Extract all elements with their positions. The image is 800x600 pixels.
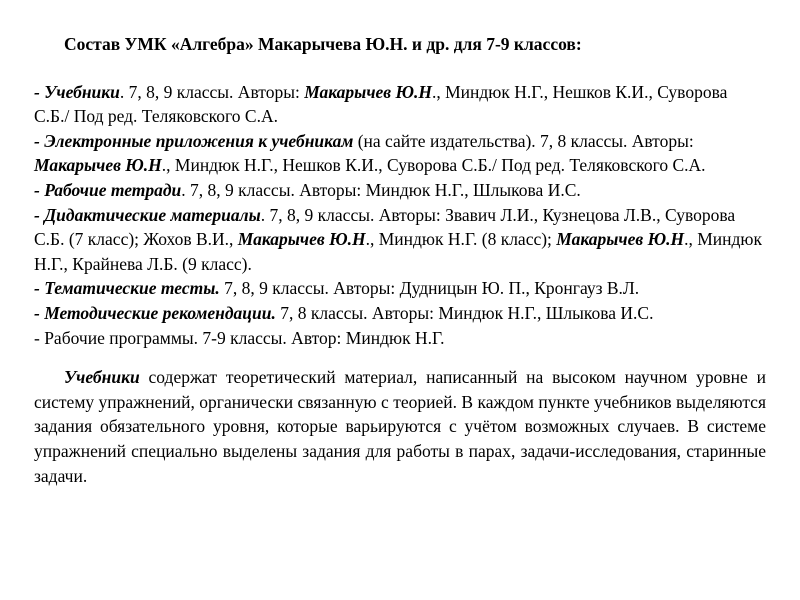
list-item-electronic-apps	[34, 129, 766, 178]
description-paragraph	[34, 365, 766, 488]
text-run: . 7, 8, 9 классы. Авторы: Миндюк Н.Г., Шлыкова И.С.	[181, 179, 581, 200]
page-title: Состав УМК «Алгебра» Макарычева Ю.Н. и др. для 7-9 классов:	[64, 34, 582, 54]
text-run: . 7, 8, 9 классы. Авторы: Звавич Л.И., Кузнецова Л.В., Суворова С.Б. (7 класс); Жохов В.И.,	[34, 204, 736, 250]
text-run: 7, 8, 9 классы. Авторы: Дудницын Ю. П., Кронгауз В.Л.	[219, 278, 640, 299]
text-run: ., Миндюк Н.Г., Крайнева Л.Б. (9 класс).	[34, 229, 762, 274]
text-run: - Тематические тесты.	[34, 278, 220, 299]
text-run: - Учебники	[34, 81, 120, 102]
text-run: Макарычев Ю.Н	[304, 81, 432, 102]
text-run: Макарычев Ю.Н	[34, 155, 162, 176]
text-run: ., Миндюк Н.Г., Нешков К.И., Суворова С.Б./ Под ред. Теляковского С.А.	[161, 155, 706, 176]
text-run: - Методические рекомендации.	[34, 302, 276, 323]
text-run: содержат теоретический материал, написанный на высоком научном уровне и систему упражнений, органически связанную с теорией. В каждом пункте учебников выделяются задания обязательного уровня, которые варьируются с учётом возможных случаев. В системе упражнений специально выделены задания для работы в парах, задачи-исследования, старинные задачи.	[34, 367, 766, 486]
text-run: (на сайте издательства). 7, 8 классы. Авторы:	[353, 130, 694, 151]
list-item-didactic-materials	[34, 203, 766, 277]
list-item-work-programs	[34, 326, 766, 351]
list-item-workbooks	[34, 178, 766, 203]
text-run: ., Миндюк Н.Г. (8 класс);	[365, 229, 557, 250]
umk-components-list	[34, 80, 766, 351]
text-run: . 7, 8, 9 классы. Авторы:	[119, 81, 305, 102]
text-run: - Рабочие тетради	[34, 179, 182, 200]
text-run: - Дидактические материалы	[34, 204, 261, 225]
text-run: Макарычев Ю.Н	[556, 229, 685, 250]
text-run: - Электронные приложения к учебникам	[34, 130, 354, 151]
text-run: Учебники	[64, 367, 140, 388]
text-run: 7, 8 классы. Авторы: Миндюк Н.Г., Шлыкова И.С.	[275, 302, 654, 323]
text-run: - Рабочие программы. 7-9 классы. Автор: Миндюк Н.Г.	[34, 327, 445, 348]
list-item-thematic-tests	[34, 276, 766, 301]
list-item-methodical-recommendations	[34, 301, 766, 326]
list-item-textbooks	[34, 80, 766, 129]
text-run: ., Миндюк Н.Г., Нешков К.И., Суворова С.Б./ Под ред. Теляковского С.А.	[34, 81, 728, 127]
text-run: Макарычев Ю.Н	[237, 229, 366, 250]
